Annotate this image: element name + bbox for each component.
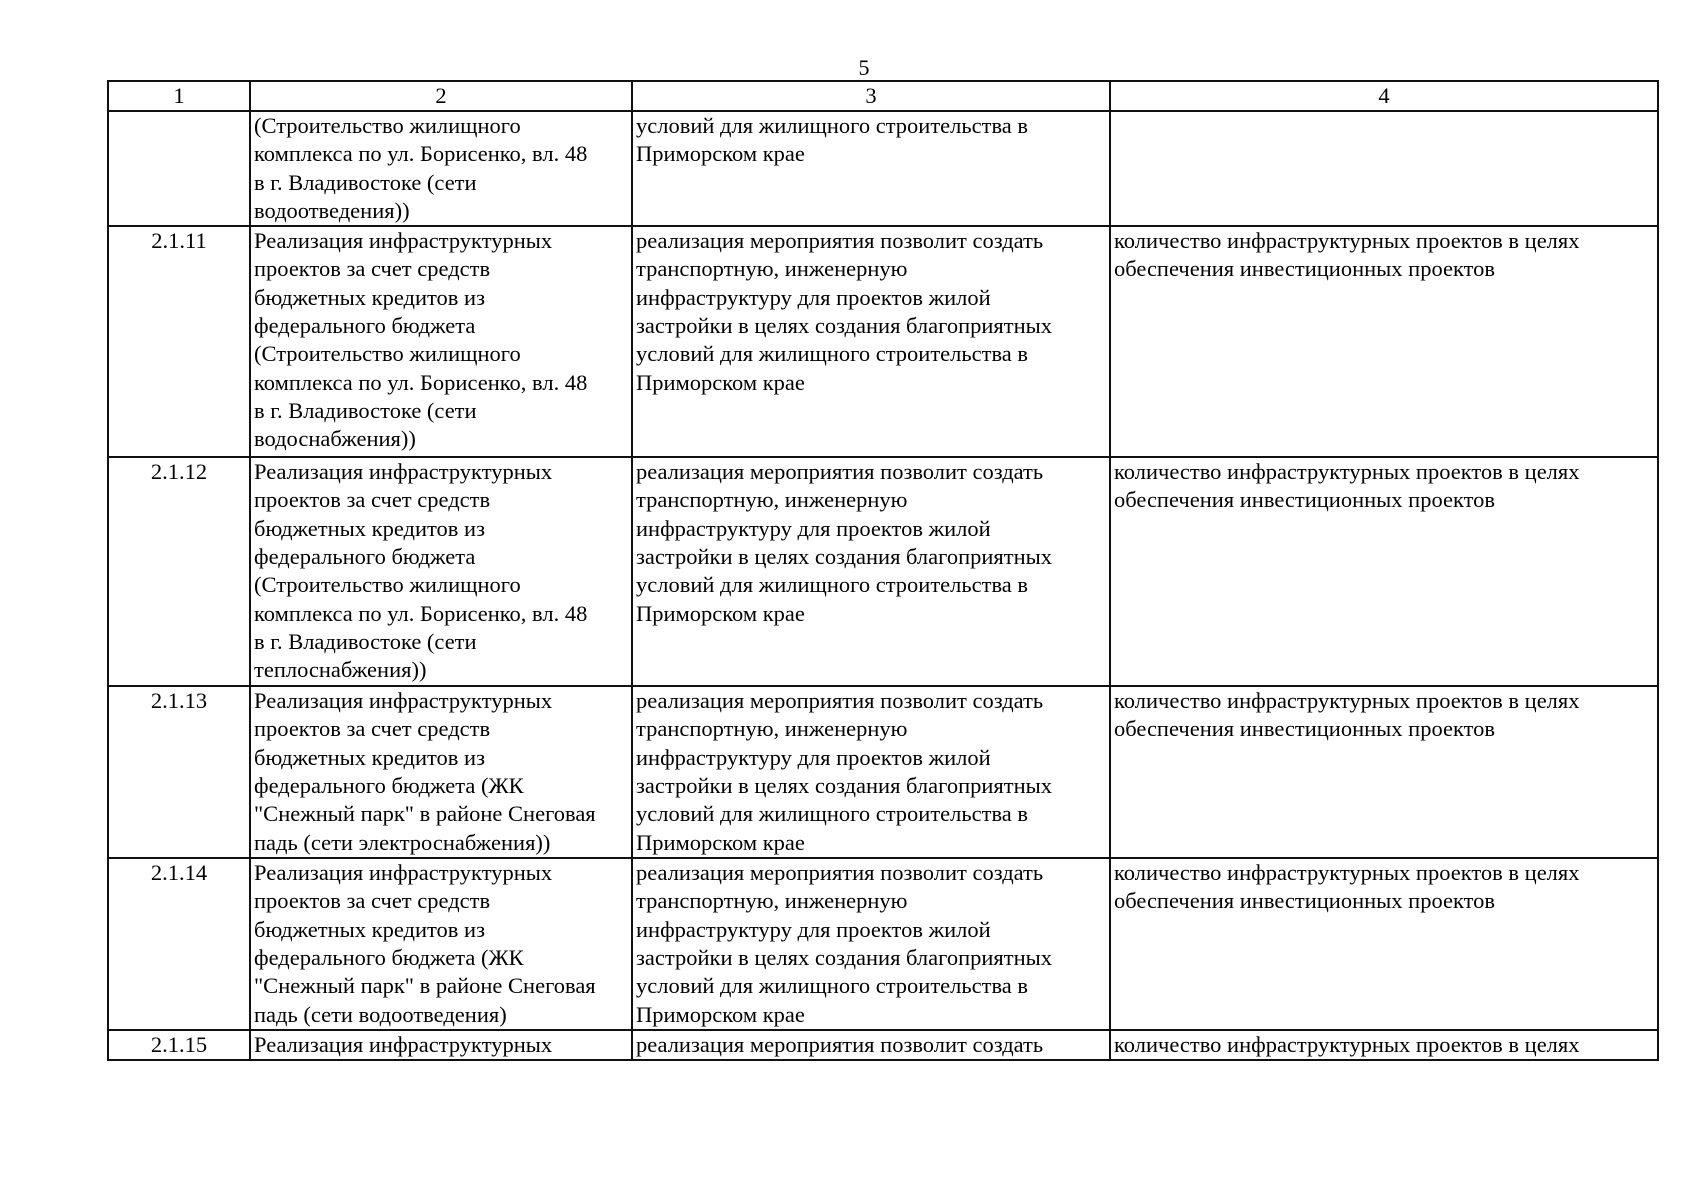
measure-name: Реализация инфраструктурных проектов за счет средств бюджетных кредитов из федерального бюджета (ЖК "Снежный парк" в районе Снеговая падь (сети водоотведения): [254, 860, 596, 1027]
measure-name: (Строительство жилищного комплекса по ул. Борисенко, вл. 48 в г. Владивостоке (сети водоотведения)): [254, 113, 588, 223]
row-number-cell: [108, 457, 250, 686]
table-row: [108, 1030, 1658, 1060]
row-number: 2.1.12: [150, 459, 208, 485]
row-number: 2.1.15: [150, 1032, 208, 1058]
table-header-row: [108, 81, 1658, 111]
measure-indicator: количество инфраструктурных проектов в целях обеспечения инвестиционных проектов: [1114, 688, 1580, 742]
measure-effect-cell: [632, 858, 1110, 1030]
column-header-4: 4: [1110, 81, 1658, 111]
row-number-cell: [108, 686, 250, 858]
measure-name: Реализация инфраструктурных проектов за счет средств бюджетных кредитов из федерального бюджета (ЖК "Снежный парк" в районе Снеговая падь (сети электроснабжения)): [254, 688, 596, 855]
measure-name: Реализация инфраструктурных: [254, 1032, 553, 1058]
measure-effect: реализация мероприятия позволит создать транспортную, инженерную инфраструктуру для проектов жилой застройки в целях создания благоприятных условий для жилищного строительства в Приморском крае: [636, 688, 1052, 855]
table-row: [108, 457, 1658, 686]
measure-effect: реализация мероприятия позволит создать транспортную, инженерную инфраструктуру для проектов жилой застройки в целях создания благоприятных условий для жилищного строительства в Приморском крае: [636, 228, 1052, 395]
measure-indicator-cell: [1110, 457, 1658, 686]
measure-effect: реализация мероприятия позволит создать транспортную, инженерную инфраструктуру для проектов жилой застройки в целях создания благоприятных условий для жилищного строительства в Приморском крае: [636, 459, 1052, 626]
row-number-cell: [108, 858, 250, 1030]
measure-effect-cell: [632, 1030, 1110, 1060]
page-number: 5: [858, 55, 870, 80]
measure-name-cell: [250, 111, 632, 226]
measure-name-cell: [250, 1030, 632, 1060]
column-header-2: 2: [250, 81, 632, 111]
measure-indicator-cell: [1110, 226, 1658, 457]
table-row: [108, 858, 1658, 1030]
row-number: 2.1.11: [151, 228, 207, 254]
row-number: 2.1.14: [150, 860, 208, 886]
measure-indicator-cell: [1110, 1030, 1658, 1060]
row-number-cell: [108, 1030, 250, 1060]
table-row: [108, 686, 1658, 858]
measure-indicator: количество инфраструктурных проектов в целях: [1114, 1032, 1580, 1058]
column-header-1: 1: [108, 81, 250, 111]
row-number-cell: [108, 111, 250, 226]
measure-name-cell: [250, 226, 632, 457]
measure-effect-cell: [632, 226, 1110, 457]
measure-effect: условий для жилищного строительства в Приморском крае: [636, 113, 1029, 167]
measure-indicator-cell: [1110, 111, 1658, 226]
measure-name-cell: [250, 858, 632, 1030]
table-row: [108, 111, 1658, 226]
measures-table: [107, 80, 1659, 1061]
measure-indicator-cell: [1110, 686, 1658, 858]
measure-name-cell: [250, 457, 632, 686]
measure-indicator: количество инфраструктурных проектов в целях обеспечения инвестиционных проектов: [1114, 860, 1580, 914]
measure-name-cell: [250, 686, 632, 858]
row-number: 2.1.13: [150, 688, 208, 714]
measure-indicator-cell: [1110, 858, 1658, 1030]
table-row: [108, 226, 1658, 457]
measure-indicator: количество инфраструктурных проектов в целях обеспечения инвестиционных проектов: [1114, 228, 1580, 282]
measure-effect: реализация мероприятия позволит создать: [636, 1032, 1044, 1058]
measure-effect-cell: [632, 686, 1110, 858]
measure-name: Реализация инфраструктурных проектов за счет средств бюджетных кредитов из федерального бюджета (Строительство жилищного комплекса по ул. Борисенко, вл. 48 в г. Владивостоке (сети водоснабжения)): [254, 228, 588, 452]
row-number-cell: [108, 226, 250, 457]
measure-effect-cell: [632, 457, 1110, 686]
measure-effect-cell: [632, 111, 1110, 226]
measure-indicator: количество инфраструктурных проектов в целях обеспечения инвестиционных проектов: [1114, 459, 1580, 513]
column-header-3: 3: [632, 81, 1110, 111]
measure-effect: реализация мероприятия позволит создать транспортную, инженерную инфраструктуру для проектов жилой застройки в целях создания благоприятных условий для жилищного строительства в Приморском крае: [636, 860, 1052, 1027]
measure-name: Реализация инфраструктурных проектов за счет средств бюджетных кредитов из федерального бюджета (Строительство жилищного комплекса по ул. Борисенко, вл. 48 в г. Владивостоке (сети теплоснабжения)): [254, 459, 588, 683]
